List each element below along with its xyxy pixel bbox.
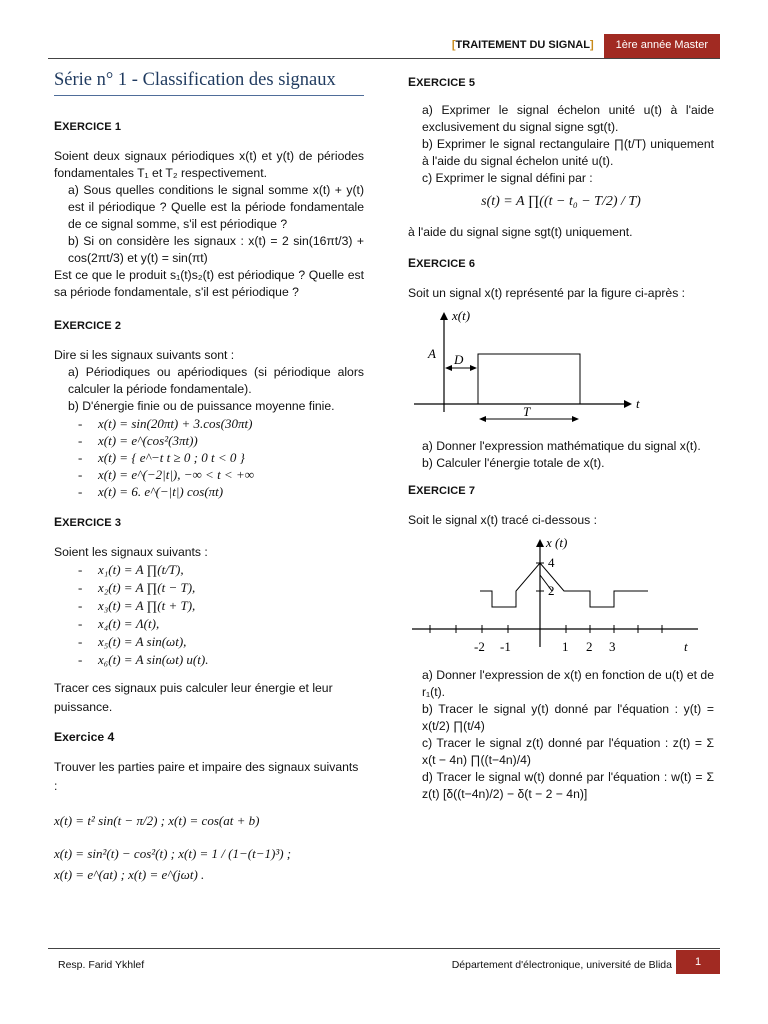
ex7-xtick-3: 3 [609,639,616,654]
ex7-ylabel: x (t) [546,535,568,550]
ex6-delay-label: D [454,352,464,367]
ex7-intro: Soit le signal x(t) tracé ci-dessous : [408,513,597,527]
ex7-question-c: c) Tracer le signal z(t) donné par l'équation : z(t) = Σ x(t − 4n) ∏((t−4n)/4) [422,736,714,767]
page-header [452,34,720,58]
header-rule [48,58,720,59]
ex3-outro: Tracer ces signaux puis calculer leur énergie et leur puissance. [54,681,333,714]
ex6-intro: Soit un signal x(t) représenté par la figure ci-après : [408,286,686,300]
ex7-xtick-1: 1 [562,639,569,654]
ex5-question-b: b) Exprimer le signal rectangulaire ∏(t/T) uniquement à l'aide du signal échelon unité u(t). [422,137,714,168]
right-column [408,74,714,803]
ex5-question-a: a) Exprimer le signal échelon unité u(t) à l'aide exclusivement du signal signe sgt(t). [422,103,714,134]
ex1-intro: Soient deux signaux périodiques x(t) et y(t) de périodes fondamentales T₁ et T₂ respectivement. [54,149,364,180]
page-title: Série n° 1 - Classification des signaux [54,70,336,90]
ex4-line-2: x(t) = sin²(t) − cos²(t) ; x(t) = 1 / (1−(t−1)³) ; [54,846,292,861]
ex5-outro: à l'aide du signal signe sgt(t) uniquement. [408,225,633,239]
exercise-1-heading: EXERCICE 1 [54,119,122,133]
ex4-intro: Trouver les parties paire et impaire des signaux suivants : [54,760,359,793]
footer-rule [48,948,720,949]
ex1-question-a: a) Sous quelles conditions le signal somme x(t) + y(t) est il périodique ? Quelle est la période fondamentale de ce signal somme, s'il est périodique ? [68,183,364,231]
ex6-figure [408,306,714,432]
ex3-intro: Soient les signaux suivants : [54,545,208,559]
exercise-7-heading: EXERCICE 7 [408,483,476,497]
ex7-xtick-2: 2 [586,639,593,654]
ex3-item-6: - x₆(t) = A sin(ωt) u(t). [54,651,364,669]
ex6-width-label: T [523,404,531,419]
ex7-question-b: b) Tracer le signal y(t) donné par l'équation : y(t) = x(t/2) ∏(t/4) [422,702,714,733]
ex7-question-a: a) Donner l'expression de x(t) en fonction de u(t) et de r₁(t). [422,668,714,699]
exercise-4-heading: Exercice 4 [54,730,115,744]
ex7-signal-curve [480,563,648,607]
ex1-question-b: b) Si on considère les signaux : x(t) = 2 sin(16πt/3) + cos(2πt/3) et y(t) = sin(πt) [68,234,364,265]
exercise-3-heading: EXERCICE 3 [54,515,122,529]
ex2-question-a: a) Périodiques ou apériodiques (si périodique alors calculer la période fondamentale). [68,365,364,396]
ex7-ytick-2: 2 [548,583,555,598]
ex2-item-3: - x(t) = { e^−t t ≥ 0 ; 0 t < 0 } [54,449,364,466]
ex3-item-4: - x₄(t) = Λ(t), [54,615,364,633]
ex6-rect-pulse [478,354,580,404]
ex2-item-5: - x(t) = 6. e^(−|t|) cos(πt) [54,483,364,500]
ex1-question: Est ce que le produit s₁(t)s₂(t) est périodique ? Quelle est sa période fondamentale, s'il est périodique ? [54,268,364,299]
footer-department: Département d'électronique, université de Blida [451,959,672,971]
left-column [54,72,364,883]
ex2-item-2: - x(t) = e^(cos²(3πt)) [54,432,364,449]
ex3-item-5: - x₅(t) = A sin(ωt), [54,633,364,651]
ex3-item-1: - x₁(t) = A ∏(t/T), [54,561,364,579]
page-number: 1 [676,950,720,974]
level-badge: 1ère année Master [604,34,720,58]
exercise-2-heading: EXERCICE 2 [54,318,122,332]
ex3-item-3: - x₃(t) = A ∏(t + T), [54,597,364,615]
ex4-line-1: x(t) = t² sin(t − π/2) ; x(t) = cos(at + b) [54,813,260,828]
exercise-6-heading: EXERCICE 6 [408,256,476,270]
ex7-figure [408,535,714,665]
ex6-question-b: b) Calculer l'énergie totale de x(t). [422,456,605,470]
ex7-xtick-m1: -1 [500,639,511,654]
ex4-line-3: x(t) = e^(at) ; x(t) = e^(jωt) . [54,867,205,882]
ex6-question-a: a) Donner l'expression mathématique du signal x(t). [422,439,701,453]
course-title: [TRAITEMENT DU SIGNAL] [451,39,594,51]
ex7-xtick-m2: -2 [474,639,485,654]
ex7-xlabel: t [684,639,688,654]
ex5-question-c: c) Exprimer le signal défini par : [422,171,593,185]
ex6-y-arrow [440,312,448,320]
ex2-item-4: - x(t) = e^(−2|t|), −∞ < t < +∞ [54,466,364,483]
footer-author: Resp. Farid Ykhlef [58,959,145,971]
exercise-5-heading: EXERCICE 5 [408,75,476,89]
ex6-x-arrow [624,400,632,408]
ex2-intro: Dire si les signaux suivants sont : [54,348,235,362]
ex5-formula: s(t) = A ∏((t − t₀ − T/2) / T) [481,194,641,209]
ex7-question-d: d) Tracer le signal w(t) donné par l'équation : w(t) = Σ z(t) [δ((t−4n)/2) − δ(t − 2 − 4n)] [422,770,714,801]
ex3-item-2: - x₂(t) = A ∏(t − T), [54,579,364,597]
ex2-item-1: - x(t) = sin(20πt) + 3.cos(30πt) [54,415,364,432]
ex2-question-b: b) D'énergie finie ou de puissance moyenne finie. [68,399,335,413]
ex6-amp-label: A [428,346,436,361]
ex7-ytick-4: 4 [548,555,555,570]
ex6-ylabel: x(t) [452,308,471,323]
title-rule [54,95,364,96]
ex6-xlabel: t [636,396,640,411]
